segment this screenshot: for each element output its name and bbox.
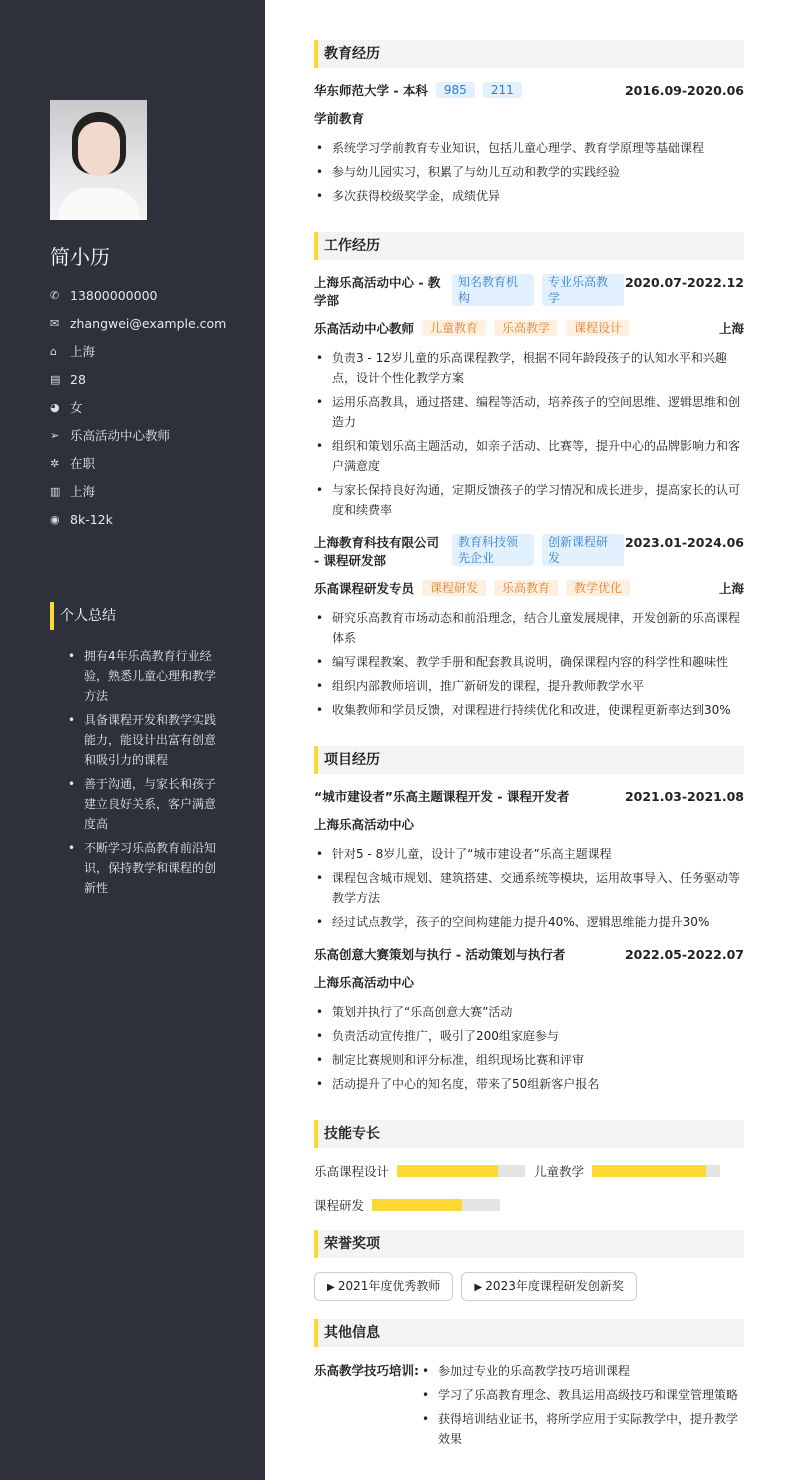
entry-header-left — [314, 274, 624, 310]
info-text: 在职 — [70, 456, 96, 471]
entry-header — [314, 320, 744, 338]
other-info — [314, 1361, 744, 1467]
info-text: 乐高活动中心教师 — [70, 428, 171, 443]
company-name: 上海教育科技有限公司 - 课程研发部 — [314, 535, 440, 568]
bullet-item: • 系统学习学前教育专业知识，包括儿童心理学、教育学原理等基础课程 — [314, 138, 744, 158]
skill-name: 乐高课程设计 — [314, 1164, 390, 1179]
bullet-item: • 策划并执行了“乐高创意大赛”活动 — [314, 1002, 744, 1022]
project-name: 乐高创意大赛策划与执行 - 活动策划与执行者 — [314, 947, 566, 962]
entry-right: 2022.05-2022.07 — [624, 947, 744, 962]
phone-icon: ✆ — [50, 288, 60, 302]
tag-badge: 教学优化 — [566, 580, 630, 596]
tag-badge: 课程研发 — [422, 580, 486, 596]
summary-item: • 具备课程开发和教学实践能力，能设计出富有创意和吸引力的课程 — [68, 710, 218, 770]
tag-badge: 儿童教育 — [422, 320, 486, 336]
summary-item: • 拥有4年乐高教育行业经验，熟悉儿童心理和教学方法 — [68, 646, 218, 706]
other-label: 乐高教学技巧培训: — [314, 1363, 419, 1378]
info-text: 上海 — [70, 344, 96, 359]
bullet-item: • 负责活动宣传推广，吸引了200组家庭参与 — [314, 1026, 744, 1046]
info-row — [50, 505, 226, 533]
section-title: 教育经历 — [314, 40, 744, 68]
summary-item: • 不断学习乐高教育前沿知识，保持教学和课程的创新性 — [68, 838, 218, 898]
skill-item — [314, 1162, 534, 1180]
skill-bar-fill — [372, 1199, 462, 1211]
entry-header — [314, 274, 744, 310]
bullet-item: • 针对5 - 8岁儿童，设计了“城市建设者”乐高主题课程 — [314, 844, 744, 864]
play-icon: ▶ — [474, 1282, 486, 1293]
tag-badge: 乐高教育 — [494, 580, 558, 596]
bullet-item: • 获得培训结业证书，将所学应用于实际教学中，提升教学效果 — [420, 1409, 744, 1449]
info-text: 上海 — [70, 484, 96, 499]
skill-bar — [592, 1165, 720, 1177]
entry-header-left — [314, 110, 364, 128]
bullet-list — [314, 138, 744, 206]
city-icon: ▥ — [50, 484, 61, 498]
bullet-item: • 组织和策划乐高主题活动，如亲子活动、比赛等，提升中心的品牌影响力和客户满意度 — [314, 436, 744, 476]
tag-badge: 985 — [436, 82, 475, 98]
role: 乐高课程研发专员 — [314, 581, 415, 596]
sidebar — [0, 0, 265, 1480]
avatar-photo — [50, 100, 147, 220]
info-text: 8k-12k — [70, 511, 113, 527]
awards-list — [314, 1272, 744, 1301]
company-name: 上海乐高活动中心 - 教学部 — [314, 275, 441, 308]
bullet-item: • 组织内部教师培训，推广新研发的课程，提升教师教学水平 — [314, 676, 744, 696]
bullet-item: • 多次获得校级奖学金，成绩优异 — [314, 186, 744, 206]
entry-right: 2020.07-2022.12 — [624, 275, 744, 290]
award-badge — [461, 1272, 636, 1301]
skill-name: 课程研发 — [314, 1198, 365, 1213]
bullet-item: • 与家长保持良好沟通，定期反馈孩子的学习情况和成长进步，提高家长的认可度和续费率 — [314, 480, 744, 520]
section-title: 项目经历 — [314, 746, 744, 774]
entry-header — [314, 974, 744, 992]
entry-right: 上海 — [718, 581, 744, 596]
tag-badge: 乐高教学 — [494, 320, 558, 336]
skill-bar-fill — [397, 1165, 498, 1177]
main-content — [314, 40, 744, 1467]
info-row — [50, 365, 226, 393]
bullet-item: • 经过试点教学，孩子的空间构建能力提升40%、逻辑思维能力提升30% — [314, 912, 744, 932]
bullet-item: • 研究乐高教育市场动态和前沿理念，结合儿童发展规律，开发创新的乐高课程体系 — [314, 608, 744, 648]
bullet-item: • 参加过专业的乐高教学技巧培训课程 — [420, 1361, 744, 1381]
bullet-item: • 参与幼儿园实习，积累了与幼儿互动和教学的实践经验 — [314, 162, 744, 182]
entry-header-left — [314, 580, 630, 598]
bullet-item: • 活动提升了中心的知名度，带来了50组新客户报名 — [314, 1074, 744, 1094]
mail-icon: ✉ — [50, 316, 60, 330]
bullet-item: • 学习了乐高教育理念、教具运用高级技巧和课堂管理策略 — [420, 1385, 744, 1405]
info-text: 28 — [70, 371, 86, 387]
award-name: 2021年度优秀教师 — [337, 1279, 441, 1293]
bullet-item: • 负责3 - 12岁儿童的乐高课程教学，根据不同年龄段孩子的认知水平和兴趣点，设计个性化教学方案 — [314, 348, 744, 388]
play-icon: ▶ — [327, 1282, 338, 1293]
bullet-list — [420, 1361, 744, 1453]
entry-right: 2016.09-2020.06 — [624, 83, 744, 98]
info-row — [50, 449, 226, 477]
info-row — [50, 337, 226, 365]
skill-bar — [397, 1165, 525, 1177]
bullet-item: • 运用乐高教具，通过搭建、编程等活动，培养孩子的空间思维、逻辑思维和创造力 — [314, 392, 744, 432]
award-name: 2023年度课程研发创新奖 — [485, 1279, 624, 1293]
skill-bar — [372, 1199, 500, 1211]
bullet-item: • 收集教师和学员反馈，对课程进行持续优化和改进，使课程更新率达到30% — [314, 700, 744, 720]
entry-right: 2023.01-2024.06 — [624, 535, 744, 550]
project-org: 上海乐高活动中心 — [314, 817, 415, 832]
info-row — [50, 393, 226, 421]
salary-icon: ◉ — [50, 512, 60, 526]
entry-header — [314, 788, 744, 806]
contact-info — [50, 281, 226, 533]
summary-list — [68, 646, 218, 902]
entry-header — [314, 580, 744, 598]
entry-header — [314, 534, 744, 570]
age-icon: ▤ — [50, 372, 61, 386]
info-row — [50, 281, 226, 309]
entry-header-left — [314, 974, 414, 992]
section-title: 技能专长 — [314, 1120, 744, 1148]
tag-badge: 专业乐高教学 — [542, 274, 624, 306]
project-org: 上海乐高活动中心 — [314, 975, 415, 990]
award-badge — [314, 1272, 453, 1301]
entry-header-left — [314, 534, 624, 570]
tag-badge: 教育科技领先企业 — [452, 534, 534, 566]
bullet-list — [314, 348, 744, 520]
major: 学前教育 — [314, 111, 365, 126]
section-title: 其他信息 — [314, 1319, 744, 1347]
skill-item — [314, 1196, 500, 1214]
school-name: 华东师范大学 - 本科 — [314, 83, 428, 98]
skill-bar-fill — [592, 1165, 706, 1177]
bullet-list — [314, 608, 744, 720]
skills-list — [314, 1162, 744, 1214]
info-text: zhangwei@example.com — [70, 315, 227, 331]
info-row — [50, 421, 226, 449]
info-text: 13800000000 — [70, 287, 158, 303]
status-icon: ✲ — [50, 456, 60, 470]
entry-right: 2021.03-2021.08 — [624, 789, 744, 804]
gender-icon: ◕ — [50, 400, 60, 414]
bullet-item: • 编写课程教案、教学手册和配套教具说明，确保课程内容的科学性和趣味性 — [314, 652, 744, 672]
entry-header — [314, 82, 744, 100]
bullet-item: • 课程包含城市规划、建筑搭建、交通系统等模块，运用故事导入、任务驱动等教学方法 — [314, 868, 744, 908]
summary-item: • 善于沟通，与家长和孩子建立良好关系，客户满意度高 — [68, 774, 218, 834]
profile-name: 简小历 — [50, 245, 110, 269]
entry-header-left — [314, 946, 565, 964]
entry-right: 上海 — [718, 321, 744, 336]
tag-badge: 创新课程研发 — [542, 534, 624, 566]
bullet-list — [314, 844, 744, 932]
entry-header-left — [314, 816, 414, 834]
entry-header — [314, 110, 744, 128]
role: 乐高活动中心教师 — [314, 321, 415, 336]
info-row — [50, 309, 226, 337]
bullet-item: • 制定比赛规则和评分标准，组织现场比赛和评审 — [314, 1050, 744, 1070]
project-name: “城市建设者”乐高主题课程开发 - 课程开发者 — [314, 789, 570, 804]
tag-badge: 知名教育机构 — [452, 274, 534, 306]
info-text: 女 — [70, 400, 83, 415]
skill-name: 儿童教学 — [534, 1164, 585, 1179]
entry-header-left — [314, 320, 630, 338]
job-icon: ➢ — [50, 428, 60, 442]
summary-title: 个人总结 — [50, 602, 116, 630]
bullet-list — [314, 1002, 744, 1094]
info-row — [50, 477, 226, 505]
skill-item — [534, 1162, 720, 1180]
entry-header-left — [314, 788, 569, 806]
section-title: 工作经历 — [314, 232, 744, 260]
entry-header — [314, 946, 744, 964]
entry-header-left — [314, 82, 522, 100]
section-title: 荣誉奖项 — [314, 1230, 744, 1258]
tag-badge: 211 — [483, 82, 522, 98]
tag-badge: 课程设计 — [566, 320, 630, 336]
entry-header — [314, 816, 744, 834]
home-icon: ⌂ — [50, 344, 57, 358]
